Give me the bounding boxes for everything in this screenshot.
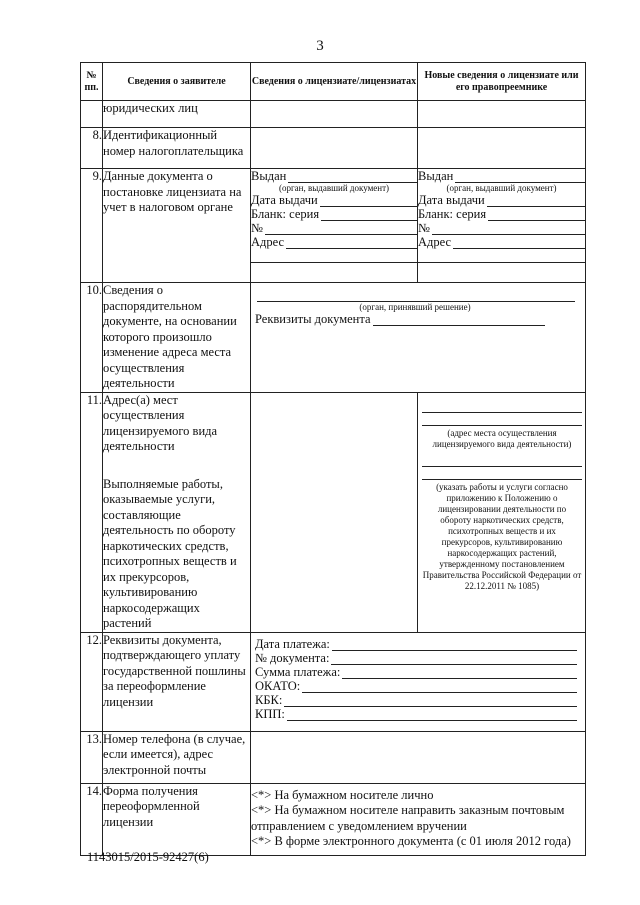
row-11: [81, 392, 586, 632]
row-11-number: 11.: [81, 392, 103, 632]
kpp-field[interactable]: [287, 709, 577, 721]
row-14-options: [251, 783, 586, 855]
row-13-label: Номер телефона (в случае, если имеется), адрес электронной почты: [103, 731, 251, 783]
row-10-merged-cell: (орган, принявший решение) Реквизиты документа: [251, 283, 586, 393]
row-9-label: Данные документа о постановке лицензиата на учет в налоговом органе: [103, 169, 251, 283]
row-14-number: 14.: [81, 783, 103, 855]
row-8-label: Идентификационный номер налогоплательщика: [103, 128, 251, 169]
row-9: [81, 169, 586, 283]
row-8-licensee-field[interactable]: [251, 128, 418, 169]
row-9-licensee-cell: Выдан (орган, выдавший документ) Дата выдачи Бланк: серия № Адрес: [251, 169, 418, 283]
payment-sum-field[interactable]: [342, 667, 577, 679]
option-electronic[interactable]: <*> В форме электронного документа (с 01 июля 2012 года): [251, 834, 571, 848]
option-paper-in-person[interactable]: <*> На бумажном носителе лично: [251, 787, 434, 802]
issued-field[interactable]: [288, 171, 417, 183]
row-8: [81, 128, 586, 169]
option-paper-by-mail[interactable]: <*> На бумажном носителе направить заказным почтовым отправлением с уведомлением вручении: [251, 803, 565, 833]
row-13-number: 13.: [81, 731, 103, 783]
row-13: [81, 731, 586, 783]
header-col-new: Новые сведения о лицензиате или его правопреемнике: [418, 63, 586, 101]
row-9-number: 9.: [81, 169, 103, 283]
row-9-new-cell: Выдан (орган, выдавший документ) Дата выдачи Бланк: серия № Адрес: [418, 169, 586, 283]
row-12: [81, 632, 586, 731]
row-13-field[interactable]: [251, 731, 586, 783]
document-number-field[interactable]: [331, 653, 577, 665]
row-continuation: [81, 101, 586, 128]
row-11-new-cell: (адрес места осуществления лицензируемого вида деятельности) (указать работы и услуги согласно приложению к Положению о лицензировании деятельности по обороту наркотических средств, психотропных веществ и их прекурсоров, культивированию наркосодержащих растений, утвержденному постановлением Правительства Российской Федерации от 22.12.2011 № 1085): [418, 392, 586, 632]
address-field[interactable]: [286, 237, 417, 249]
row-14-label: Форма получения переоформленной лицензии: [103, 783, 251, 855]
blank-number-field[interactable]: [265, 223, 417, 235]
kbk-field[interactable]: [284, 695, 577, 707]
row-12-number: 12.: [81, 632, 103, 731]
row-12-label: Реквизиты документа, подтверждающего уплату государственной пошлины за переоформление лицензии: [103, 632, 251, 731]
requisites-field[interactable]: [373, 314, 545, 326]
decision-organ-field[interactable]: [257, 289, 575, 302]
header-col-licensee: Сведения о лицензиате/лицензиатах: [251, 63, 418, 101]
row-14: [81, 783, 586, 855]
row-8-new-field[interactable]: [418, 128, 586, 169]
row-10-number: 10.: [81, 283, 103, 393]
header-row: [81, 63, 586, 101]
row-11-label: Адрес(а) мест осуществления лицензируемого вида деятельности Выполняемые работы, оказываемые услуги, составляющие деятельность по обороту наркотических средств, психотропных веществ и их прекурсоров, культивированию наркосодержащих растений: [103, 392, 251, 632]
document-footer-id: 1143015/2015-92427(6): [87, 850, 209, 864]
row-8-number: 8.: [81, 128, 103, 169]
license-form-table: [80, 62, 586, 856]
row-11-licensee-field[interactable]: [251, 392, 418, 632]
blank-series-field[interactable]: [321, 209, 417, 221]
header-col-num: № пп.: [81, 63, 103, 101]
header-col-applicant: Сведения о заявителе: [103, 63, 251, 101]
row-10-label: Сведения о распорядительном документе, на основании которого произошло изменение адреса места осуществления деятельности: [103, 283, 251, 393]
payment-date-field[interactable]: [332, 639, 577, 651]
page-number: 3: [316, 38, 324, 54]
row-12-merged-cell: Дата платежа: № документа: Сумма платежа: ОКАТО: КБК: КПП:: [251, 632, 586, 731]
row-continuation-label: юридических лиц: [103, 101, 251, 128]
okato-field[interactable]: [302, 681, 577, 693]
row-10: [81, 283, 586, 393]
issue-date-field[interactable]: [320, 195, 417, 207]
